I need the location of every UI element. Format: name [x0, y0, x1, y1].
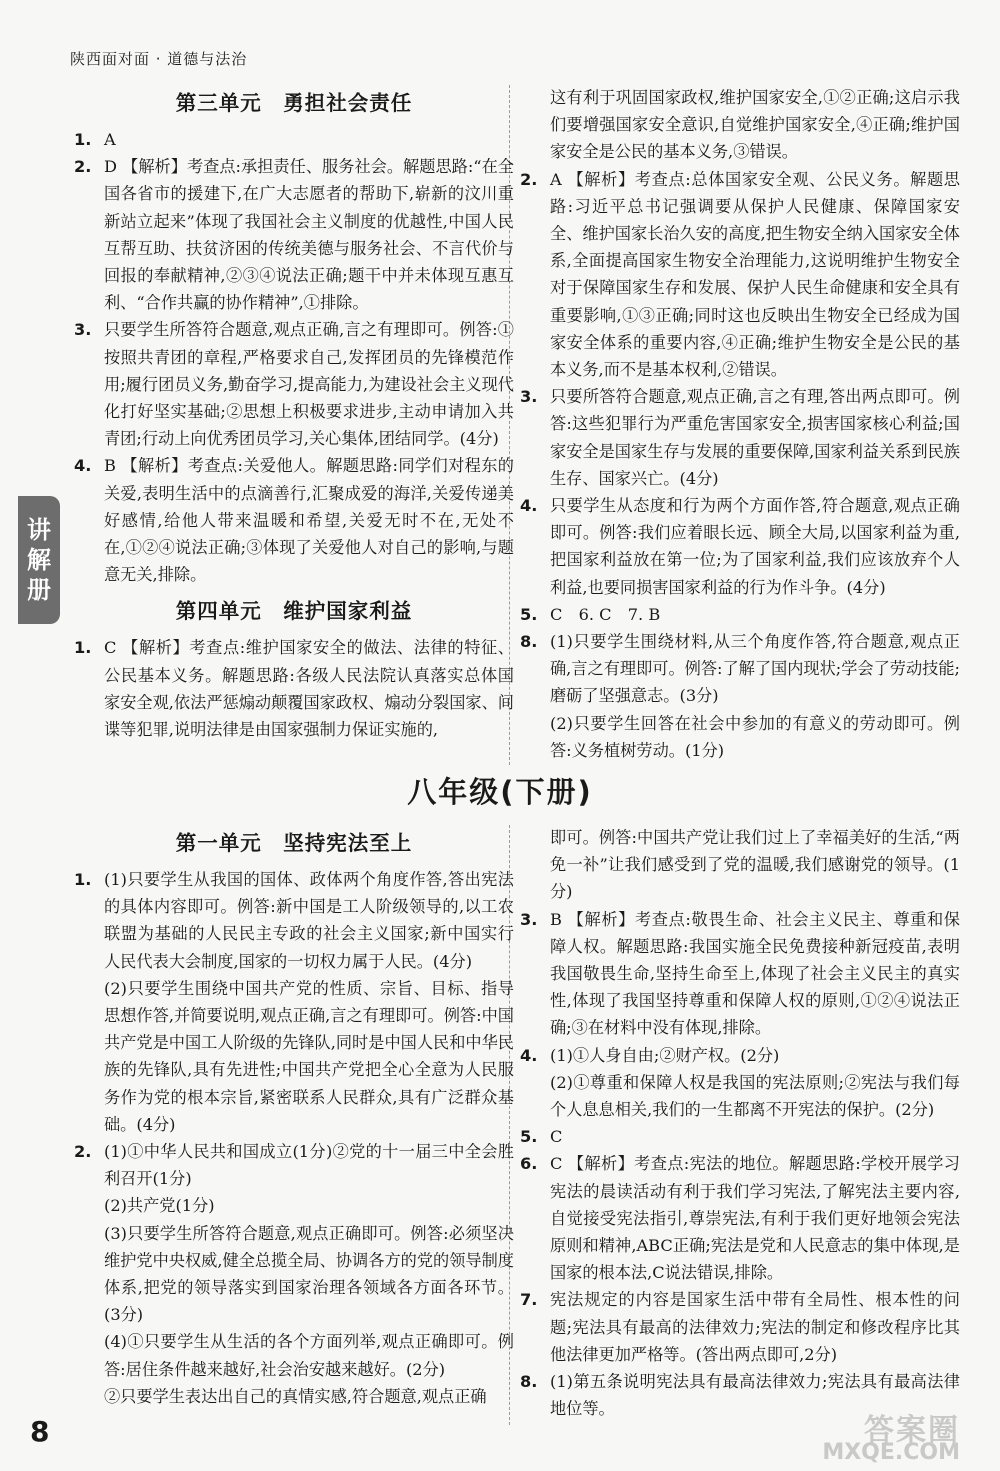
tab-char: 讲	[27, 516, 51, 544]
answer-item: (2)①尊重和保障人权是我国的宪法原则;②宪法与我们每个人息息相关,我们的一生都离不开宪法的保护。(2分)	[550, 1072, 960, 1120]
watermark-logo: 答案圈	[864, 1413, 960, 1448]
answer-item: (2)只要学生回答在社会中参加的有意义的劳动即可。例答:义务植树劳动。(1分)	[550, 713, 960, 760]
answer-item: 4. 只要学生从态度和行为两个方面作答,符合题意,观点正确即可。例答:我们应着眼长远、顾全大局,以国家利益为重,把国家利益放在第一位;为了国家利益,我们应该放弃个人利益,也要同损害国家利益的行为作斗争。(4分)	[520, 496, 960, 597]
answer-item: 8. (1)第五条说明宪法具有最高法律效力;宪法具有最高法律地位等。	[520, 1372, 960, 1419]
grade-title: 八年级(下册)	[407, 775, 593, 809]
bottom-left-column	[74, 820, 514, 1410]
answer-item: 5. C	[520, 1127, 563, 1147]
tab-char: 册	[27, 576, 51, 604]
answer-item: 5. C 6. C 7. B	[520, 604, 661, 624]
answer-item: 3. 只要学生所答符合题意,观点正确,言之有理即可。例答:①按照共青团的章程,严格要求自己,发挥团员的先锋模范作用;履行团员义务,勤奋学习,提高能力,为建设社会主义现代化打好坚实基础;②思想上积极要求进步,主动申请加入共青团;行动上向优秀团员学习,关心集体,团结同学。(4分)	[74, 320, 514, 449]
answer-item: ②只要学生表达出自己的真情实感,符合题意,观点正确	[104, 1386, 487, 1406]
answer-item: (4)①只要学生从生活的各个方面列举,观点正确即可。例答:居住条件越来越好,社会治安越来越好。(2分)	[104, 1332, 514, 1379]
answer-item: 4. (1)①人身自由;②财产权。(2分)	[520, 1045, 780, 1065]
answer-item: 6. C 【解析】考查点:宪法的地位。解题思路:学校开展学习宪法的晨读活动有利于我们学习宪法,了解宪法主要内容,自觉接受宪法指引,尊崇宪法,有利于我们更好地领会宪法原则和精神,ABC正确;宪法是党和人民意志的集中体现,是国家的根本法,C说法错误,排除。	[520, 1154, 960, 1283]
unit-title: 第三单元 勇担社会责任	[175, 91, 413, 115]
answer-item: 2. D 【解析】考查点:承担责任、服务社会。解题思路:“在全国各省市的援建下,在广大志愿者的帮助下,崭新的汶川重新站立起来”体现了我国社会主义制度的优越性,中国人民互帮互助、扶贫济困的传统美德与服务社会、不言代价与回报的奉献精神,②③④说法正确;题干中并未体现互惠互利、“合作共赢的协作精神”,①排除。	[74, 157, 514, 313]
answer-item: (2)共产党(1分)	[104, 1196, 215, 1216]
answer-item: 2. (1)①中华人民共和国成立(1分)②党的十一届三中全会胜利召开(1分)	[74, 1142, 514, 1189]
bottom-right-column	[520, 824, 960, 1422]
answer-item: 1. C 【解析】考查点:维护国家安全的做法、法律的特征、公民基本义务。解题思路:各级人民法院认真落实总体国家安全观,依法严惩煽动颠覆国家政权、煽动分裂国家、间谍等犯罪,说明法律是由国家强制力保证实施的,	[74, 638, 514, 740]
running-header: 陕西面对面 · 道德与法治	[70, 50, 248, 68]
unit-title: 第一单元 坚持宪法至上	[175, 831, 413, 855]
answer-item: 3. B 【解析】考查点:敬畏生命、社会主义民主、尊重和保障人权。解题思路:我国实施全民免费接种新冠疫苗,表明我国敬畏生命,坚持生命至上,体现了社会主义民主的真实性,体现了我国坚持尊重和保障人权的原则,①②④说法正确;③在材料中没有体现,排除。	[520, 909, 960, 1038]
answer-item: (3)只要学生所答符合题意,观点正确即可。例答:必须坚决维护党中央权威,健全总揽全局、协调各方的党的领导制度体系,把党的领导落实到国家治理各领域各方面各环节。(3分)	[104, 1223, 514, 1325]
answer-item: 8. (1)只要学生围绕材料,从三个角度作答,符合题意,观点正确,言之有理即可。例答:了解了国内现状;学会了劳动技能;磨砺了坚强意志。(3分)	[520, 632, 961, 706]
answer-item: 1. (1)只要学生从我国的国体、政体两个角度作答,答出宪法的具体内容即可。例答:新中国是工人阶级领导的,以工农联盟为基础的人民民主专政的社会主义国家;新中国实行人民代表大会制度,国家的一切权力属于人民。(4分)	[74, 870, 514, 971]
top-left-column	[74, 80, 514, 743]
answer-item: 1. A	[74, 130, 116, 149]
answer-item: 4. B 【解析】考查点:关爱他人。解题思路:同学们对程东的关爱,表明生活中的点滴善行,汇聚成爱的海洋,关爱传递美好感情,给他人带来温暖和希望,关爱无时不在,无处不在,①②④说法正确;③体现了关爱他人对自己的影响,与题意无关,排除。	[74, 456, 514, 585]
answer-item: 7. 宪法规定的内容是国家生活中带有全局性、根本性的问题;宪法具有最高的法律效力;宪法的制定和修改程序比其他法律更加严格等。(答出两点即可,2分)	[520, 1290, 960, 1364]
section-tab	[18, 496, 60, 624]
top-right-column	[520, 84, 960, 764]
answer-item: (2)只要学生围绕中国共产党的性质、宗旨、目标、指导思想作答,并简要说明,观点正确,言之有理即可。例答:中国共产党是中国工人阶级的先锋队,同时是中国人民和中华民族的先锋队,具有先进性;中国共产党把全心全意为人民服务作为党的根本宗旨,紧密联系人民群众,具有广泛群众基础。(4分)	[104, 978, 514, 1134]
watermark-url: MXQE.COM	[822, 1440, 960, 1465]
tab-char: 解	[27, 546, 51, 574]
answer-item: 这有利于巩固国家政权,维护国家安全,①②正确;这启示我们要增强国家安全意识,自觉维护国家安全,④正确;维护国家安全是公民的基本义务,③错误。	[550, 88, 960, 162]
unit-title: 第四单元 维护国家利益	[175, 599, 413, 624]
answer-item: 即可。例答:中国共产党让我们过上了幸福美好的生活,“两免一补”让我们感受到了党的温暖,我们感谢党的领导。(1分)	[550, 828, 960, 902]
page-number: 8	[30, 1415, 50, 1448]
answer-item: 3. 只要所答符合题意,观点正确,言之有理,答出两点即可。例答:这些犯罪行为严重危害国家安全,损害国家核心利益;国家安全是国家生存与发展的重要保障,国家利益关系到民族生存、国家兴亡。(4分)	[520, 387, 960, 488]
answer-item: 2. A 【解析】考查点:总体国家安全观、公民义务。解题思路:习近平总书记强调要从保护人民健康、保障国家安全、维护国家长治久安的高度,把生物安全纳入国家安全体系,全面提高国家生物安全治理能力,这说明维护生物安全对于保障国家生存和发展、保护人民生命健康和安全具有重要影响,①③正确;同时这也反映出生物安全已经成为国家安全体系的重要内容,④正确;维护生物安全是公民的基本义务,而不是基本权利,②错误。	[520, 169, 960, 380]
